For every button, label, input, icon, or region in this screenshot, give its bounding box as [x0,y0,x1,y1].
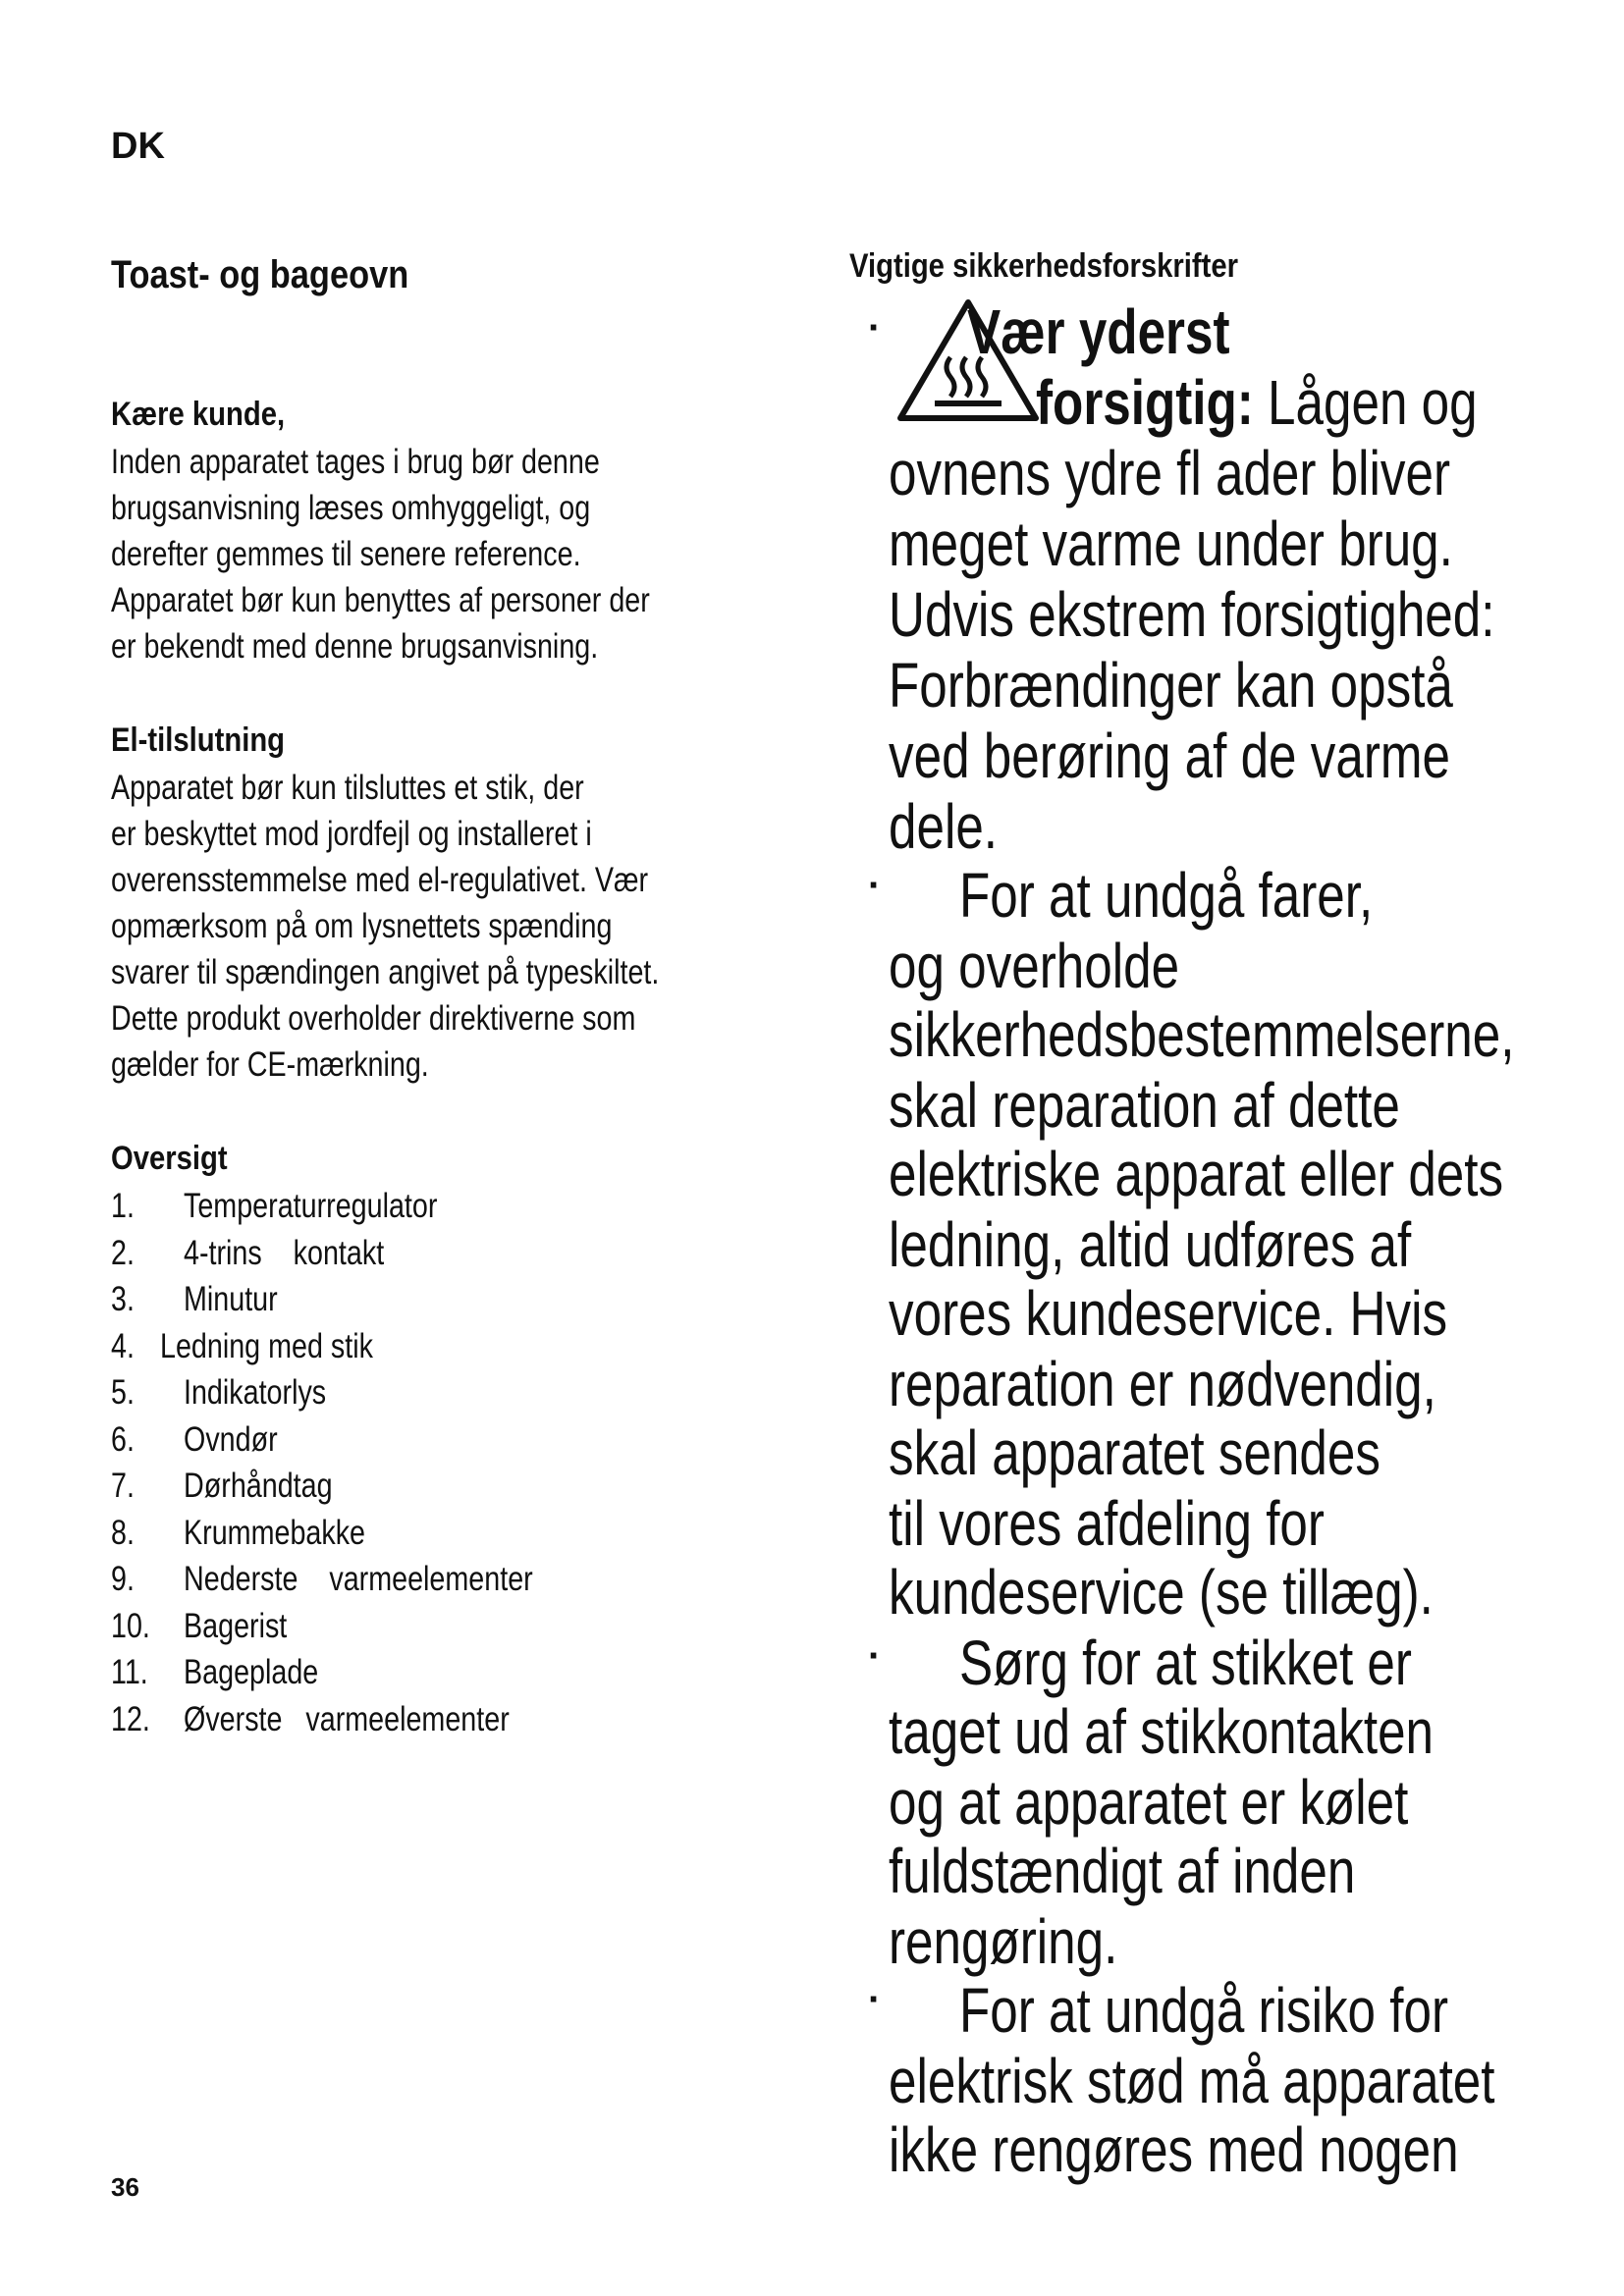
electric-line: svarer til spændingen angivet på typeskiltet. [111,953,660,991]
electric-line: Dette produkt overholder direktiverne som [111,999,636,1038]
safety-item-line: forsigtig: Lågen og [1036,367,1478,438]
intro-line: er bekendt med denne brugsanvisning. [111,627,599,666]
bullet-marker: · [868,306,882,349]
safety-item-line: ledning, altid udføres af [889,1209,1412,1280]
overview-section [111,1134,857,1742]
safety-item-line: og overholde [889,931,1180,1001]
safety-item-line: skal apparatet sendes [889,1417,1380,1488]
bullet-marker: · [868,1634,882,1678]
electric-section [111,716,857,1088]
safety-heading: Vigtige sikkerhedsforskrifter [849,247,1238,285]
safety-item-line: elektrisk stød må apparatet [889,2046,1495,2116]
electric-line: Apparatet bør kun tilsluttes et stik, der [111,769,584,807]
safety-item-line: reparation er nødvendig, [889,1349,1436,1419]
list-item: 2. 4-trins kontakt [111,1233,385,1272]
list-item: 8. Krummebakke [111,1513,366,1552]
page-number: 36 [111,2172,139,2202]
list-item: 7. Dørhåndtag [111,1467,333,1505]
list-item: 4. Ledning med stik [111,1326,373,1365]
safety-item-line: kundeservice (se tillæg). [889,1557,1434,1628]
overview-list [111,1183,857,1742]
electric-line: er beskyttet mod jordfejl og installeret i [111,815,592,853]
intro-line: derefter gemmes til senere reference. [111,535,581,573]
page-title: Toast- og bageovn [111,253,409,296]
safety-item-line: til vores afdeling for [889,1488,1325,1559]
safety-item-line: Forbrændinger kan opstå [889,650,1453,721]
safety-item-line: ovnens ydre fl ader bliver [889,438,1451,508]
safety-item-line: meget varme under brug. [889,508,1453,579]
list-item: 5. Indikatorlys [111,1373,327,1412]
safety-item-line: For at undgå farer, [959,860,1374,931]
language-code: DK [111,126,165,167]
safety-item-line: Udvis ekstrem forsigtighed: [889,579,1495,650]
list-item: 6. Ovndør [111,1419,278,1459]
list-item: 3. Minutur [111,1280,278,1318]
electric-line: gælder for CE-mærkning. [111,1045,429,1084]
list-item: 9. Nederste varmeelementer [111,1560,533,1598]
safety-item-line: Sørg for at stikket er [959,1628,1412,1698]
safety-item-line: rengøring. [889,1906,1118,1977]
safety-item-line: fuldstændigt af inden [889,1836,1356,1906]
intro-line: Inden apparatet tages i brug bør denne [111,443,600,481]
list-item: 1. Temperaturregulator [111,1187,438,1225]
bullet-marker: · [868,864,882,907]
safety-item-line: ved berøring af de varme [889,721,1450,791]
safety-item-line: sikkerhedsbestemmelserne, [889,999,1515,1070]
safety-item-line: Vær yderst [967,296,1230,367]
list-item: 12. Øverste varmeelementer [111,1699,510,1738]
intro-line: Apparatet bør kun benyttes af personer der [111,581,650,619]
safety-item-line: vores kundeservice. Hvis [889,1278,1448,1349]
bullet-marker: · [868,1978,882,2021]
intro-line: brugsanvisning læses omhyggeligt, og [111,489,591,527]
list-item: 10. Bagerist [111,1606,288,1645]
intro-heading: Kære kunde, [111,396,286,433]
intro-section [111,390,857,669]
safety-item-line: skal reparation af dette [889,1070,1400,1141]
electric-line: opmærksom på om lysnettets spænding [111,907,613,945]
safety-item-line: taget ud af stikkontakten [889,1696,1435,1767]
safety-item-line: For at undgå risiko for [959,1975,1448,2046]
safety-item-line: dele. [889,791,999,862]
electric-line: overensstemmelse med el-regulativet. Vær [111,861,649,899]
electric-heading: El-tilslutning [111,721,286,759]
safety-item-line: elektriske apparat eller dets [889,1139,1504,1209]
safety-item-line: ikke rengøres med nogen [889,2114,1459,2185]
list-item: 11. Bageplade [111,1653,319,1691]
safety-item-line: og at apparatet er kølet [889,1767,1409,1838]
overview-heading: Oversigt [111,1140,228,1177]
